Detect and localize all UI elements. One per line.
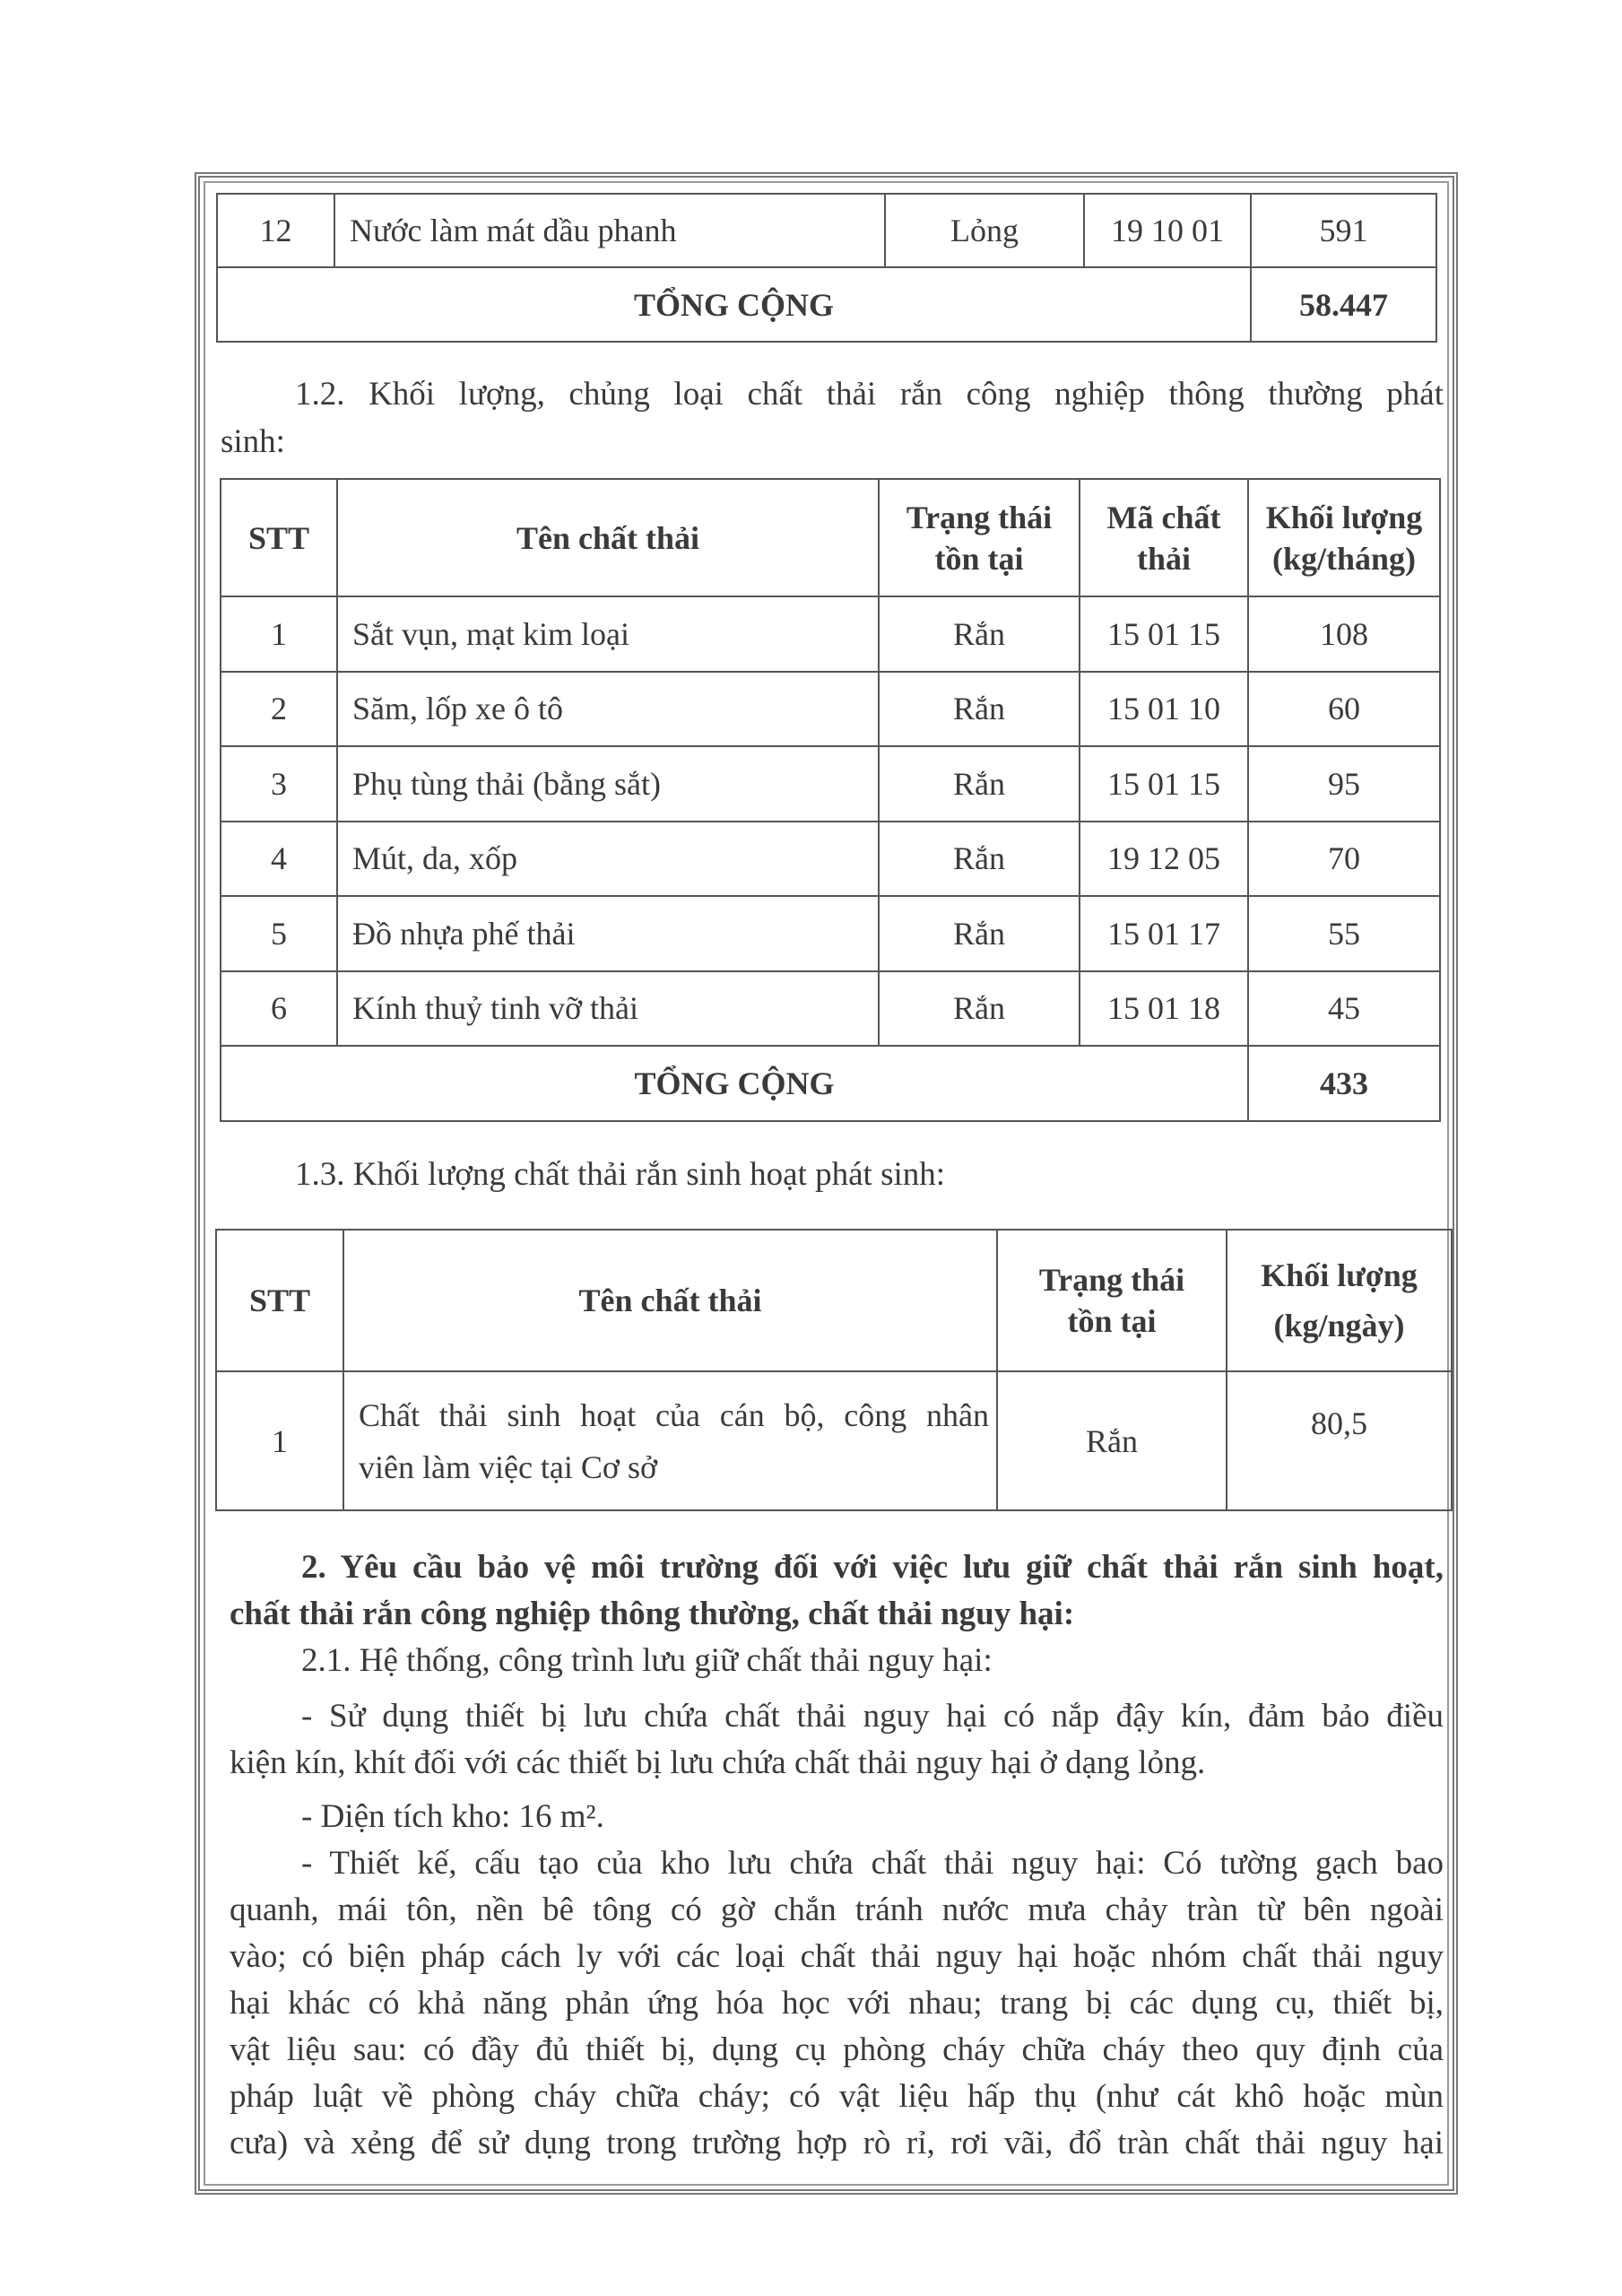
header-mass	[1248, 479, 1440, 596]
paragraph-line: cưa) và xẻng để sử dụng trong trường hợp rò rỉ, rơi vãi, đổ tràn chất thải nguy hại	[230, 2125, 1444, 2161]
header-stt: STT	[221, 479, 337, 596]
cell-name	[343, 1371, 997, 1510]
cell-name-line1: Chất thải sinh hoạt của cán bộ, công nhân	[359, 1396, 989, 1433]
table-row	[216, 1371, 1452, 1510]
cell-code: 19 12 05	[1080, 822, 1248, 897]
table-header	[221, 479, 1440, 596]
header-state-line1: Trạng thái	[906, 499, 1053, 535]
cell-mass: 70	[1248, 822, 1440, 897]
paragraph-line: - Thiết kế, cấu tạo của kho lưu chứa chất thải nguy hại: Có tường gạch bao	[301, 1845, 1444, 1882]
section-2-title: 2. Yêu cầu bảo vệ môi trường đối với việc lưu giữ chất thải rắn sinh hoạt,	[301, 1549, 1444, 1586]
cell-name: Sắt vụn, mạt kim loại	[337, 596, 879, 672]
cell-code: 15 01 17	[1080, 896, 1248, 971]
header-name: Tên chất thải	[343, 1230, 997, 1371]
total-label: TỔNG CỘNG	[217, 267, 1251, 342]
header-code-line1: Mã chất	[1106, 499, 1221, 535]
cell-name: Phụ tùng thải (bằng sắt)	[337, 746, 879, 822]
cell-name-line2: viên làm việc tại Cơ sở	[359, 1448, 657, 1485]
header-state	[997, 1230, 1227, 1371]
cell-mass: 60	[1248, 672, 1440, 747]
cell-stt: 5	[221, 896, 337, 971]
domestic-waste-table	[215, 1229, 1453, 1511]
header-code-line2: thải	[1136, 540, 1191, 577]
header-state	[879, 479, 1080, 596]
cell-name: Nước làm mát dầu phanh	[334, 194, 885, 267]
table-row	[217, 194, 1436, 267]
cell-stt: 2	[221, 672, 337, 747]
table-row	[221, 971, 1440, 1047]
table-row	[221, 822, 1440, 897]
table-row	[221, 672, 1440, 747]
cell-stt: 3	[221, 746, 337, 822]
table-header	[216, 1230, 1452, 1371]
total-value: 433	[1248, 1046, 1440, 1121]
section-2-title-cont: chất thải rắn công nghiệp thông thường, chất thải nguy hại:	[230, 1596, 1075, 1632]
cell-code: 15 01 18	[1080, 971, 1248, 1047]
paragraph-line: vào; có biện pháp cách ly với các loại chất thải nguy hại hoặc nhóm chất thải nguy	[230, 1938, 1444, 1975]
header-mass-line1: Khối lượng	[1265, 499, 1423, 535]
cell-code: 15 01 15	[1080, 746, 1248, 822]
cell-state: Rắn	[879, 746, 1080, 822]
cell-mass: 55	[1248, 896, 1440, 971]
hazardous-waste-table-end	[216, 193, 1437, 343]
cell-mass: 591	[1251, 194, 1436, 267]
total-row	[221, 1046, 1440, 1121]
cell-code: 15 01 10	[1080, 672, 1248, 747]
total-value: 58.447	[1251, 267, 1436, 342]
total-row	[217, 267, 1436, 342]
header-mass	[1227, 1230, 1452, 1371]
paragraph-line: - Sử dụng thiết bị lưu chứa chất thải nguy hại có nắp đậy kín, đảm bảo điều	[301, 1698, 1444, 1735]
cell-code: 15 01 15	[1080, 596, 1248, 672]
header-state-line1: Trạng thái	[1038, 1262, 1185, 1298]
cell-name: Đồ nhựa phế thải	[337, 896, 879, 971]
cell-mass: 45	[1248, 971, 1440, 1047]
header-state-line2: tồn tại	[934, 540, 1024, 577]
cell-state: Rắn	[879, 672, 1080, 747]
cell-mass: 95	[1248, 746, 1440, 822]
header-mass-line2: (kg/tháng)	[1271, 540, 1417, 577]
industrial-waste-table	[220, 478, 1441, 1122]
section-1-2-heading: 1.2. Khối lượng, chủng loại chất thải rắn công nghiệp thông thường phát	[295, 376, 1444, 413]
header-stt: STT	[216, 1230, 343, 1371]
cell-stt: 1	[216, 1371, 343, 1510]
cell-stt: 4	[221, 822, 337, 897]
header-code	[1080, 479, 1248, 596]
paragraph-line: kiện kín, khít đối với các thiết bị lưu chứa chất thải nguy hại ở dạng lỏng.	[230, 1744, 1206, 1781]
table-row	[221, 596, 1440, 672]
cell-stt: 12	[217, 194, 334, 267]
header-name: Tên chất thải	[337, 479, 879, 596]
cell-name: Săm, lốp xe ô tô	[337, 672, 879, 747]
paragraph-line: - Diện tích kho: 16 m².	[301, 1798, 604, 1835]
cell-mass: 80,5	[1227, 1371, 1452, 1510]
cell-code: 19 10 01	[1084, 194, 1251, 267]
header-state-line2: tồn tại	[1067, 1303, 1157, 1339]
total-label: TỔNG CỘNG	[221, 1046, 1248, 1121]
cell-name: Kính thuỷ tinh vỡ thải	[337, 971, 879, 1047]
cell-state: Lỏng	[885, 194, 1084, 267]
cell-stt: 1	[221, 596, 337, 672]
header-mass-line2: (kg/ngày)	[1273, 1308, 1405, 1344]
cell-state: Rắn	[879, 822, 1080, 897]
cell-name: Mút, da, xốp	[337, 822, 879, 897]
section-1-3-heading: 1.3. Khối lượng chất thải rắn sinh hoạt phát sinh:	[295, 1156, 946, 1193]
cell-state: Rắn	[879, 971, 1080, 1047]
section-1-2-heading-cont: sinh:	[221, 423, 285, 460]
header-mass-line1: Khối lượng	[1261, 1257, 1418, 1293]
cell-state: Rắn	[879, 896, 1080, 971]
table-row	[221, 746, 1440, 822]
paragraph-line: pháp luật về phòng cháy chữa cháy; có vật liệu hấp thụ (như cát khô hoặc mùn	[230, 2078, 1444, 2115]
section-2-1-heading: 2.1. Hệ thống, công trình lưu giữ chất thải nguy hại:	[301, 1642, 993, 1679]
cell-state: Rắn	[879, 596, 1080, 672]
paragraph-line: quanh, mái tôn, nền bê tông có gờ chắn tránh nước mưa chảy tràn từ bên ngoài	[230, 1892, 1444, 1928]
cell-mass: 108	[1248, 596, 1440, 672]
paragraph-line: vật liệu sau: có đầy đủ thiết bị, dụng cụ phòng cháy chữa cháy theo quy định của	[230, 2031, 1444, 2068]
cell-state: Rắn	[997, 1371, 1227, 1510]
cell-stt: 6	[221, 971, 337, 1047]
table-row	[221, 896, 1440, 971]
paragraph-line: hại khác có khả năng phản ứng hóa học với nhau; trang bị các dụng cụ, thiết bị,	[230, 1985, 1444, 2022]
